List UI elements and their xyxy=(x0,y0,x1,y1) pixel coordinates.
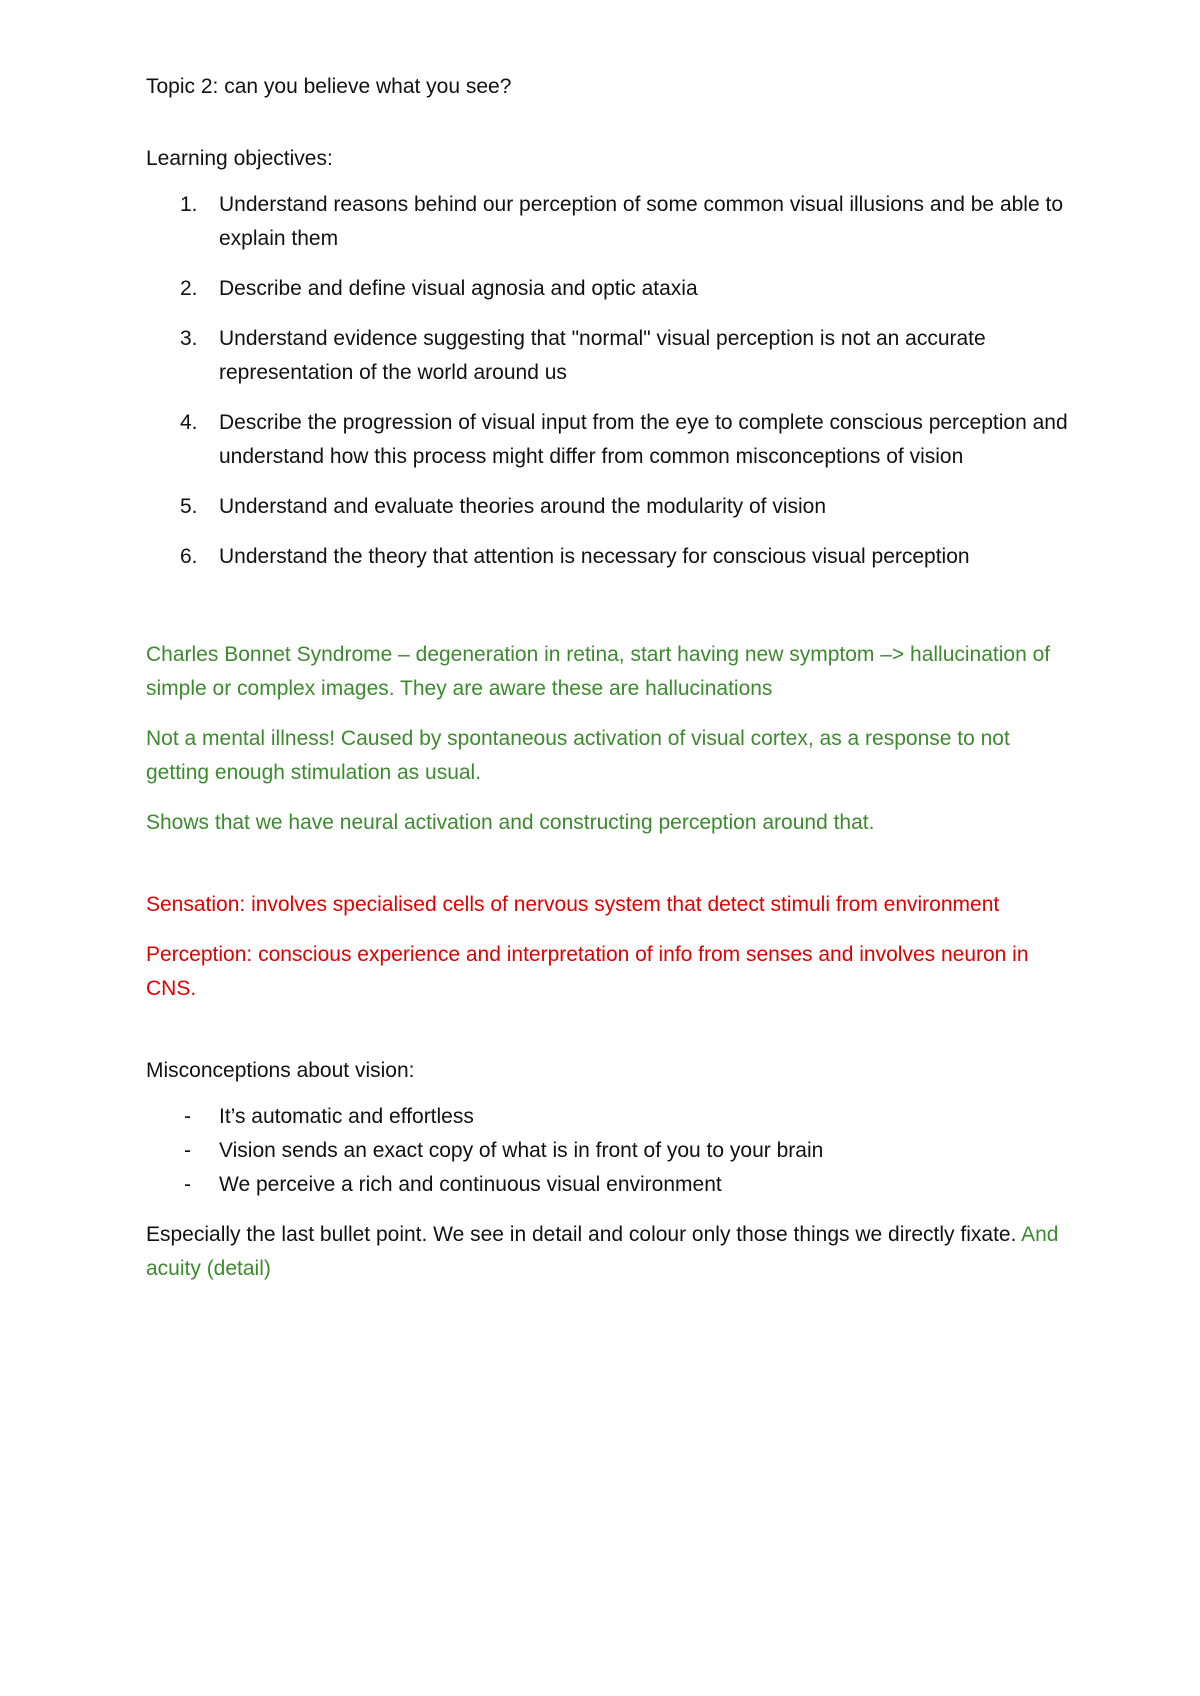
list-item-text: It’s automatic and effortless xyxy=(219,1105,474,1128)
charles-bonnet-paragraph: Charles Bonnet Syndrome – degeneration in retina, start having new symptom –> hallucination of simple or complex images. They are aware these are hallucinations xyxy=(146,643,1051,700)
dash-bullet: - xyxy=(184,1139,191,1162)
list-item-text: Understand the theory that attention is necessary for conscious visual perception xyxy=(219,545,970,568)
list-number: 1. xyxy=(180,193,198,216)
list-item xyxy=(146,188,1076,256)
list-item-text: Understand and evaluate theories around the modularity of vision xyxy=(219,495,827,518)
dash-bullet: - xyxy=(184,1105,191,1128)
list-number: 5. xyxy=(180,495,198,518)
list-item xyxy=(146,490,1076,524)
misconceptions-list xyxy=(146,1100,1076,1202)
list-item xyxy=(146,272,1076,306)
misconceptions-heading: Misconceptions about vision: xyxy=(146,1059,415,1082)
neural-activation-paragraph: Shows that we have neural activation and constructing perception around that. xyxy=(146,811,875,834)
spacer xyxy=(146,840,1076,888)
list-number: 6. xyxy=(180,545,198,568)
spacer xyxy=(146,590,1076,638)
page-title: Topic 2: can you believe what you see? xyxy=(146,75,512,98)
list-item-text: Describe and define visual agnosia and optic ataxia xyxy=(219,277,698,300)
list-item-text: We perceive a rich and continuous visual environment xyxy=(219,1173,722,1196)
objectives-heading: Learning objectives: xyxy=(146,147,333,170)
sensation-definition: Sensation: involves specialised cells of nervous system that detect stimuli from environment xyxy=(146,893,1000,916)
dash-bullet: - xyxy=(184,1173,191,1196)
list-number: 3. xyxy=(180,327,198,350)
closing-note: And acuity (detail) xyxy=(146,1223,1059,1280)
list-item xyxy=(146,540,1076,574)
list-item-text: Vision sends an exact copy of what is in front of you to your brain xyxy=(219,1139,824,1162)
list-item xyxy=(146,406,1076,474)
list-item-text: Understand evidence suggesting that "normal" visual perception is not an accurate representation of the world around us xyxy=(219,327,986,384)
closing-text: Especially the last bullet point. We see in detail and colour only those things we directly fixate. xyxy=(146,1223,1017,1246)
list-item xyxy=(146,1134,1076,1168)
closing-paragraph xyxy=(146,1218,1076,1286)
spacer xyxy=(146,1006,1076,1054)
list-item xyxy=(146,1100,1076,1134)
list-item xyxy=(146,322,1076,390)
list-item-text: Describe the progression of visual input from the eye to complete conscious perception and understand how this process might differ from common misconceptions of vision xyxy=(219,411,1068,468)
list-item-text: Understand reasons behind our perception of some common visual illusions and be able to explain them xyxy=(219,193,1063,250)
mental-illness-paragraph: Not a mental illness! Caused by spontaneous activation of visual cortex, as a response to not getting enough stimulation as usual. xyxy=(146,727,1010,784)
list-item xyxy=(146,1168,1076,1202)
list-number: 2. xyxy=(180,277,198,300)
perception-definition: Perception: conscious experience and interpretation of info from senses and involves neuron in CNS. xyxy=(146,943,1029,1000)
objectives-list xyxy=(146,188,1076,574)
document-body xyxy=(146,70,1076,1286)
list-number: 4. xyxy=(180,411,198,434)
